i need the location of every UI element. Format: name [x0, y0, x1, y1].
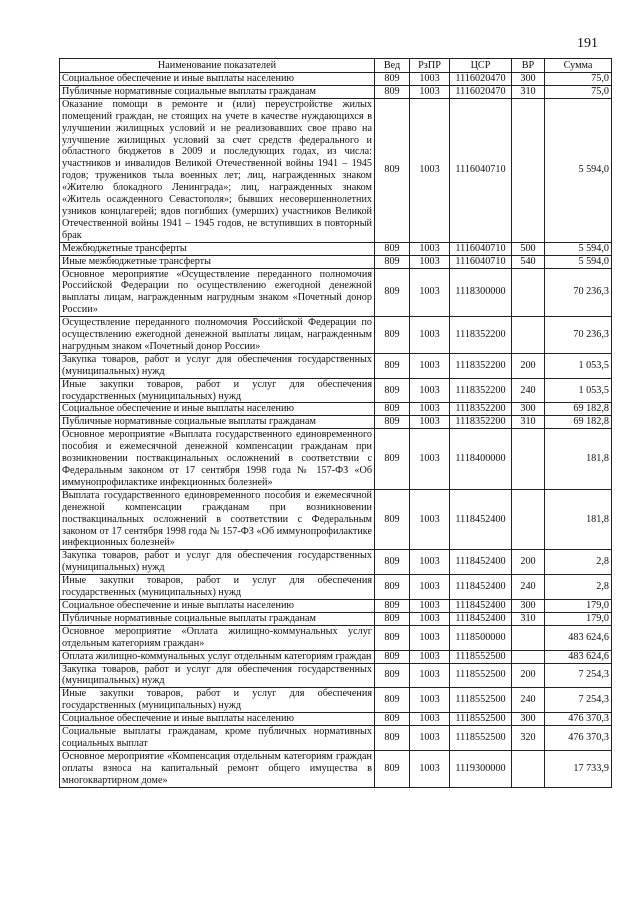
row-vr	[512, 625, 545, 650]
table-row	[60, 612, 612, 625]
row-rzpr: 1003	[410, 73, 450, 86]
header-ved: Вед	[375, 59, 410, 73]
row-name: Межбюджетные трансферты	[60, 242, 375, 255]
table-row	[60, 317, 612, 354]
row-ved: 809	[375, 688, 410, 713]
row-name: Иные закупки товаров, работ и услуг для обеспечения государственных (муниципальных) нужд	[60, 378, 375, 403]
row-vr	[512, 429, 545, 490]
row-rzpr: 1003	[410, 688, 450, 713]
row-csr: 1118352200	[450, 353, 512, 378]
table-row	[60, 489, 612, 550]
row-rzpr: 1003	[410, 378, 450, 403]
row-vr	[512, 98, 545, 242]
row-name: Выплата государственного единовременного пособия и ежемесячной денежной компенсации гражданам при возникновении поствакцинальных осложнений в соответствии с Федеральным законом от 17 сентября 1998 года № 157-ФЗ «Об иммунопрофилактике инфекционных болезней»	[60, 489, 375, 550]
row-name: Оплата жилищно-коммунальных услуг отдельным категориям граждан	[60, 650, 375, 663]
row-sum: 179,0	[545, 612, 612, 625]
row-csr: 1118552500	[450, 688, 512, 713]
row-ved: 809	[375, 726, 410, 751]
row-csr: 1118452400	[450, 489, 512, 550]
row-vr: 240	[512, 688, 545, 713]
row-name: Публичные нормативные социальные выплаты гражданам	[60, 416, 375, 429]
row-vr: 500	[512, 242, 545, 255]
row-vr: 320	[512, 726, 545, 751]
row-rzpr: 1003	[410, 599, 450, 612]
row-ved: 809	[375, 599, 410, 612]
table-row	[60, 663, 612, 688]
row-csr: 1118452400	[450, 612, 512, 625]
row-ved: 809	[375, 242, 410, 255]
row-sum: 476 370,3	[545, 713, 612, 726]
row-rzpr: 1003	[410, 242, 450, 255]
table-body	[60, 73, 612, 788]
row-csr: 1118400000	[450, 429, 512, 490]
row-csr: 1118352200	[450, 416, 512, 429]
row-ved: 809	[375, 268, 410, 317]
row-ved: 809	[375, 650, 410, 663]
row-csr: 1116040710	[450, 242, 512, 255]
row-name: Основное мероприятие «Компенсация отдельным категориям граждан оплаты взноса на капитальный ремонт общего имущества в многоквартирном доме»	[60, 750, 375, 787]
row-rzpr: 1003	[410, 612, 450, 625]
row-csr: 1118452400	[450, 550, 512, 575]
row-ved: 809	[375, 98, 410, 242]
row-name: Социальное обеспечение и иные выплаты населению	[60, 403, 375, 416]
row-rzpr: 1003	[410, 255, 450, 268]
table-row	[60, 726, 612, 751]
row-ved: 809	[375, 750, 410, 787]
table-row	[60, 403, 612, 416]
table-row	[60, 550, 612, 575]
row-vr	[512, 650, 545, 663]
row-sum: 5 594,0	[545, 255, 612, 268]
row-sum: 69 182,8	[545, 416, 612, 429]
budget-table	[59, 58, 612, 788]
row-rzpr: 1003	[410, 268, 450, 317]
row-rzpr: 1003	[410, 575, 450, 600]
row-rzpr: 1003	[410, 317, 450, 354]
row-ved: 809	[375, 625, 410, 650]
row-rzpr: 1003	[410, 650, 450, 663]
row-vr: 200	[512, 353, 545, 378]
row-name: Социальное обеспечение и иные выплаты населению	[60, 599, 375, 612]
row-ved: 809	[375, 713, 410, 726]
row-sum: 5 594,0	[545, 242, 612, 255]
row-vr: 310	[512, 85, 545, 98]
row-vr: 310	[512, 612, 545, 625]
header-name: Наименование показателей	[60, 59, 375, 73]
row-csr: 1118452400	[450, 575, 512, 600]
row-ved: 809	[375, 73, 410, 86]
row-csr: 1118552500	[450, 663, 512, 688]
table-row	[60, 268, 612, 317]
row-name: Закупка товаров, работ и услуг для обеспечения государственных (муниципальных) нужд	[60, 353, 375, 378]
row-csr: 1118352200	[450, 317, 512, 354]
row-csr: 1118552500	[450, 713, 512, 726]
row-vr	[512, 317, 545, 354]
row-name: Основное мероприятие «Выплата государственного единовременного пособия и ежемесячной денежной компенсации гражданам при возникновении поствакцинальных осложнений в соответствии с Федеральным законом от 17 сентября 1998 года № 157-ФЗ «Об иммунопрофилактике инфекционных болезней»	[60, 429, 375, 490]
row-rzpr: 1003	[410, 713, 450, 726]
row-ved: 809	[375, 378, 410, 403]
row-sum: 70 236,3	[545, 268, 612, 317]
table-row	[60, 73, 612, 86]
row-ved: 809	[375, 317, 410, 354]
row-vr: 200	[512, 663, 545, 688]
row-ved: 809	[375, 255, 410, 268]
row-sum: 2,8	[545, 550, 612, 575]
row-rzpr: 1003	[410, 750, 450, 787]
table-header-row	[60, 59, 612, 73]
row-sum: 476 370,3	[545, 726, 612, 751]
row-name: Публичные нормативные социальные выплаты гражданам	[60, 612, 375, 625]
row-vr: 300	[512, 713, 545, 726]
row-sum: 75,0	[545, 85, 612, 98]
row-vr: 540	[512, 255, 545, 268]
row-sum: 181,8	[545, 489, 612, 550]
row-name: Социальные выплаты гражданам, кроме публичных нормативных социальных выплат	[60, 726, 375, 751]
row-sum: 2,8	[545, 575, 612, 600]
row-sum: 483 624,6	[545, 650, 612, 663]
row-rzpr: 1003	[410, 403, 450, 416]
table-row	[60, 650, 612, 663]
row-ved: 809	[375, 416, 410, 429]
row-csr: 1118552500	[450, 650, 512, 663]
page-number: 191	[577, 36, 598, 51]
row-rzpr: 1003	[410, 663, 450, 688]
row-name: Иные межбюджетные трансферты	[60, 255, 375, 268]
row-vr: 240	[512, 575, 545, 600]
row-rzpr: 1003	[410, 353, 450, 378]
row-vr: 200	[512, 550, 545, 575]
table-row	[60, 688, 612, 713]
table-row	[60, 416, 612, 429]
row-sum: 70 236,3	[545, 317, 612, 354]
row-csr: 1116020470	[450, 73, 512, 86]
row-name: Социальное обеспечение и иные выплаты населению	[60, 73, 375, 86]
row-csr: 1118300000	[450, 268, 512, 317]
row-sum: 75,0	[545, 73, 612, 86]
row-vr	[512, 489, 545, 550]
table-row	[60, 713, 612, 726]
row-sum: 69 182,8	[545, 403, 612, 416]
row-name: Основное мероприятие «Оплата жилищно-коммунальных услуг отдельным категориям граждан»	[60, 625, 375, 650]
header-sum: Сумма	[545, 59, 612, 73]
row-sum: 7 254,3	[545, 663, 612, 688]
row-ved: 809	[375, 663, 410, 688]
row-ved: 809	[375, 489, 410, 550]
row-sum: 5 594,0	[545, 98, 612, 242]
row-csr: 1118452400	[450, 599, 512, 612]
table-row	[60, 575, 612, 600]
table-row	[60, 98, 612, 242]
row-rzpr: 1003	[410, 550, 450, 575]
row-vr: 300	[512, 403, 545, 416]
row-vr	[512, 268, 545, 317]
row-rzpr: 1003	[410, 85, 450, 98]
row-sum: 1 053,5	[545, 353, 612, 378]
row-sum: 1 053,5	[545, 378, 612, 403]
row-ved: 809	[375, 85, 410, 98]
table-row	[60, 242, 612, 255]
row-name: Иные закупки товаров, работ и услуг для обеспечения государственных (муниципальных) нужд	[60, 688, 375, 713]
row-csr: 1116020470	[450, 85, 512, 98]
row-rzpr: 1003	[410, 98, 450, 242]
row-ved: 809	[375, 550, 410, 575]
row-rzpr: 1003	[410, 416, 450, 429]
row-ved: 809	[375, 429, 410, 490]
row-sum: 17 733,9	[545, 750, 612, 787]
row-rzpr: 1003	[410, 429, 450, 490]
table-row	[60, 255, 612, 268]
row-csr: 1116040710	[450, 98, 512, 242]
row-ved: 809	[375, 575, 410, 600]
row-sum: 483 624,6	[545, 625, 612, 650]
row-name: Закупка товаров, работ и услуг для обеспечения государственных (муниципальных) нужд	[60, 663, 375, 688]
row-sum: 179,0	[545, 599, 612, 612]
row-name: Закупка товаров, работ и услуг для обеспечения государственных (муниципальных) нужд	[60, 550, 375, 575]
row-rzpr: 1003	[410, 489, 450, 550]
row-name: Основное мероприятие «Осуществление переданного полномочия Российской Федерации по осуществлению ежегодной денежной выплаты лицам, награжденным нагрудным знаком «Почетный донор России»	[60, 268, 375, 317]
row-vr: 300	[512, 73, 545, 86]
row-csr: 1116040710	[450, 255, 512, 268]
row-rzpr: 1003	[410, 726, 450, 751]
row-csr: 1118552500	[450, 726, 512, 751]
row-rzpr: 1003	[410, 625, 450, 650]
table-row	[60, 353, 612, 378]
header-vr: ВР	[512, 59, 545, 73]
row-csr: 1118500000	[450, 625, 512, 650]
table-row	[60, 625, 612, 650]
row-sum: 7 254,3	[545, 688, 612, 713]
table-row	[60, 750, 612, 787]
row-vr: 310	[512, 416, 545, 429]
row-name: Публичные нормативные социальные выплаты гражданам	[60, 85, 375, 98]
header-rzpr: РзПР	[410, 59, 450, 73]
row-name: Осуществление переданного полномочия Российской Федерации по осуществлению ежегодной денежной выплаты лицам, награжденным нагрудным знаком «Почетный донор России»	[60, 317, 375, 354]
row-name: Социальное обеспечение и иные выплаты населению	[60, 713, 375, 726]
table-row	[60, 599, 612, 612]
row-csr: 1119300000	[450, 750, 512, 787]
row-csr: 1118352200	[450, 403, 512, 416]
row-vr: 240	[512, 378, 545, 403]
row-name: Иные закупки товаров, работ и услуг для обеспечения государственных (муниципальных) нужд	[60, 575, 375, 600]
row-csr: 1118352200	[450, 378, 512, 403]
row-vr: 300	[512, 599, 545, 612]
table-row	[60, 85, 612, 98]
row-sum: 181,8	[545, 429, 612, 490]
table-row	[60, 429, 612, 490]
row-name: Оказание помощи в ремонте и (или) переустройстве жилых помещений граждан, не стоящих на учете в качестве нуждающихся в улучшении жилищных условий и не реализовавших свое право на улучшение жилищных условий за счет средств федерального и областного бюджетов в 2009 и последующих годах, из числа: участников и инвалидов Великой Отечественной войны 1941 – 1945 годов; тружеников тыла военных лет; лиц, награжденных знаком «Жителю блокадного Ленинграда»; лиц, награжденных знаком «Житель осажденного Севастополя»; бывших несовершеннолетних узников концлагерей; вдов погибших (умерших) участников Великой Отечественной войны 1941 – 1945 годов, не вступивших в повторный брак	[60, 98, 375, 242]
header-csr: ЦСР	[450, 59, 512, 73]
row-ved: 809	[375, 612, 410, 625]
row-ved: 809	[375, 403, 410, 416]
row-vr	[512, 750, 545, 787]
row-ved: 809	[375, 353, 410, 378]
table-row	[60, 378, 612, 403]
